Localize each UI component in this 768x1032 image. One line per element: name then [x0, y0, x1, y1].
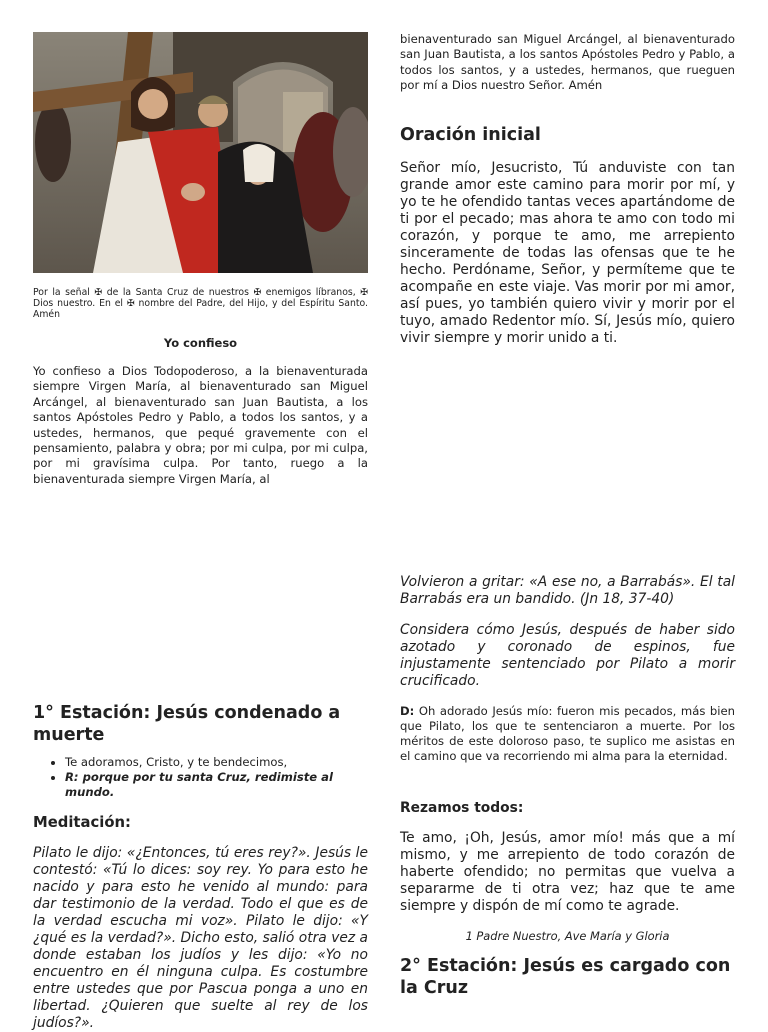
jesus-carrying-cross-painting: [33, 32, 368, 273]
confiteor-heading: Yo confieso: [163, 336, 238, 350]
considera-text: Considera cómo Jesús, después de haber sido azotado y coronado de espinos, fue injustamente sentenciado por Pilato a morir crucificado.: [400, 622, 735, 689]
prayers-note: 1 Padre Nuestro, Ave María y Gloria: [465, 929, 670, 943]
confiteor-continuation: bienaventurado san Miguel Arcángel, al bienaventurado san Juan Bautista, a los santos Apóstoles Pedro y Pablo, a todos los santos, y a ustedes, hermanos, que rueguen por mí a Dios nuestro Señor. Amén: [400, 32, 735, 93]
gospel-continuation: Volvieron a gritar: «A ese no, a Barrabás». El tal Barrabás era un bandido. (Jn 18, 37-40): [400, 574, 735, 607]
right-column-bottom: [400, 574, 735, 999]
meditacion-text: Pilato le dijo: «¿Entonces, tú eres rey?». Jesús le contestó: «Tú lo dices: soy rey. Yo para esto he nacido y para esto he venido al mundo: para dar testimonio de la verdad. Todo el que es de la verdad escucha mi voz». Pilato le dijo: «Y ¿qué es la verdad?». Dicho esto, salió otra vez a donde estaban los judíos y les dijo: «Yo no encuentro en él ninguna culpa. Es costumbre entre ustedes que por Pascua ponga a uno en libertad. ¿Quieren que suelte al rey de los judíos?».: [33, 845, 368, 1031]
rezamos-heading: Rezamos todos:: [400, 800, 524, 816]
rezamos-text: Te amo, ¡Oh, Jesús, amor mío! más que a mí mismo, y me arrepiento de todo corazón de haberte ofendido; no permitas que vuelva a separarme de ti otra vez; haz que te ame siempre y dispón de mí como te agrade.: [400, 830, 735, 914]
meditacion-heading: Meditación:: [33, 814, 131, 831]
confiteor-text: Yo confieso a Dios Todopoderoso, a la bienaventurada siempre Virgen María, al bienaventurado san Miguel Arcángel, al bienaventurado san Juan Bautista, a los santos Apóstoles Pedro y Pablo, a todos los santos, y a ustedes, hermanos, que pequé gravemente con el pensamiento, palabra y obra; por mi culpa, por mi culpa, por mi gravísima culpa. Por tanto, ruego a la bienaventurada siempre Virgen María, al: [33, 364, 368, 486]
response-item: • R: porque por tu santa Cruz, redimiste al mundo.: [65, 770, 368, 800]
d-text: Oh adorado Jesús mío: fueron mis pecados, más bien que Pilato, los que te sentenciaron a muerte. Por los méritos de este doloroso paso, te suplico me asistas en el camino que va recorriendo mi alma para la eternidad.: [400, 704, 735, 763]
left-column-top: [33, 32, 368, 487]
sign-of-cross-caption: Por la señal ✠ de la Santa Cruz de nuestros ✠ enemigos líbranos, ✠ Dios nuestro. En el ✠ nombre del Padre, del Hijo, y del Espíritu Santo. Amén: [33, 287, 368, 320]
left-column-bottom: [33, 702, 368, 1032]
right-column-top: [400, 32, 735, 347]
station-1-title: 1° Estación: Jesús condenado a muerte: [33, 703, 341, 745]
oracion-inicial-text: Señor mío, Jesucristo, Tú anduviste con tan grande amor este camino para morir por mí, y yo te he ofendido tantas veces apartándome de ti por el pecado; mas ahora te amo con todo mi corazón, y porque te amo, me arrepiento sinceramente de todas las ofensas que te he hecho. Perdóname, Señor, y permíteme que te acompañe en este viaje. Vas morir por mi amor, así pues, yo también quiero vivir y morir por el tuyo, amado Redentor mío. Sí, Jesús mío, quiero vivir siempre y morir unido a ti.: [400, 159, 735, 346]
response-item: • Te adoramos, Cristo, y te bendecimos,: [65, 755, 368, 770]
d-label: D:: [400, 704, 415, 718]
d-prayer: [400, 704, 735, 764]
station-2-title: 2° Estación: Jesús es cargado con la Cruz: [400, 956, 731, 998]
response-list: [33, 755, 368, 800]
oracion-inicial-title: Oración inicial: [400, 124, 541, 145]
